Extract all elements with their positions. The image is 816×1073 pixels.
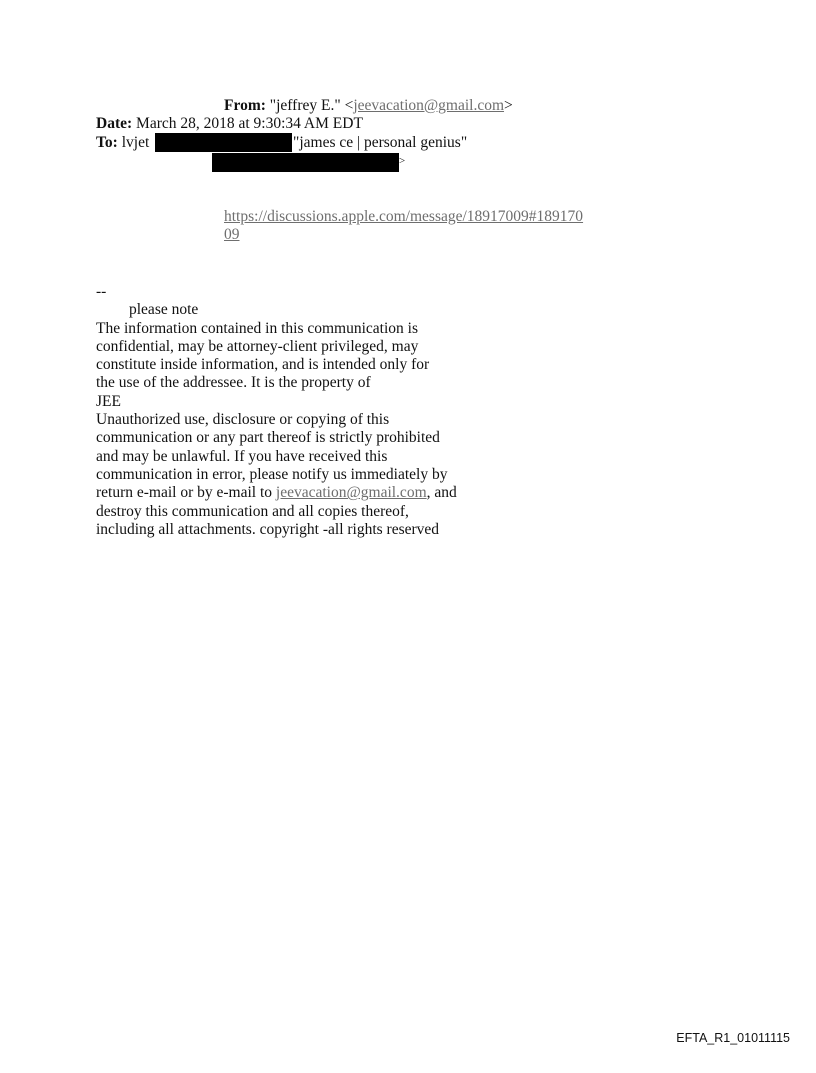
date-label: Date:: [96, 115, 133, 132]
disclaimer-line: including all attachments. copyright -all rights reserved: [96, 520, 440, 538]
to-label: To:: [96, 134, 118, 151]
redaction-box: [212, 153, 399, 172]
from-label: From:: [224, 97, 266, 114]
disclaimer-line: confidential, may be attorney-client privileged, may: [96, 337, 419, 355]
disclaimer-line: The information contained in this communication is: [96, 319, 418, 337]
disclaimer-return-line: [96, 484, 496, 502]
to-line: [96, 134, 149, 152]
from-email-link[interactable]: jeevacation@gmail.com: [353, 97, 505, 114]
message-link-line1[interactable]: https://discussions.apple.com/message/18917009#189170: [224, 208, 584, 225]
disclaimer-line: and may be unlawful. If you have received this: [96, 447, 388, 465]
from-line: From: "jeffrey E." <jeevacation@gmail.com>: [224, 97, 513, 114]
to-name: lvjet: [121, 134, 150, 151]
to-recipient-2: "james ce | personal genius": [293, 134, 468, 151]
to-close-bracket: >: [399, 155, 406, 167]
disclaimer-line: the use of the addressee. It is the property of: [96, 374, 371, 392]
signature-email-link[interactable]: jeevacation@gmail.com: [275, 484, 427, 502]
message-link[interactable]: [224, 208, 583, 244]
from-name: "jeffrey E.": [269, 97, 341, 114]
please-note: please note: [129, 301, 199, 319]
disclaimer-line: constitute inside information, and is intended only for: [96, 356, 430, 374]
signature-separator: --: [96, 283, 107, 300]
return-line-prefix: return e-mail or by e-mail to: [96, 484, 273, 502]
disclaimer-line: JEE: [96, 392, 121, 410]
date-line: [96, 115, 363, 133]
disclaimer-line: communication or any part thereof is strictly prohibited: [96, 429, 440, 447]
disclaimer-line: destroy this communication and all copies thereof,: [96, 502, 409, 520]
signature-block: [96, 283, 496, 539]
document-id: EFTA_R1_01011115: [676, 1031, 790, 1045]
disclaimer-line: Unauthorized use, disclosure or copying of this: [96, 411, 390, 429]
return-line-suffix: , and: [426, 484, 457, 502]
message-link-line2[interactable]: 09: [224, 226, 240, 243]
disclaimer-line: communication in error, please notify us immediately by: [96, 465, 448, 483]
redaction-box: [155, 133, 292, 152]
date-value: March 28, 2018 at 9:30:34 AM EDT: [136, 115, 363, 132]
